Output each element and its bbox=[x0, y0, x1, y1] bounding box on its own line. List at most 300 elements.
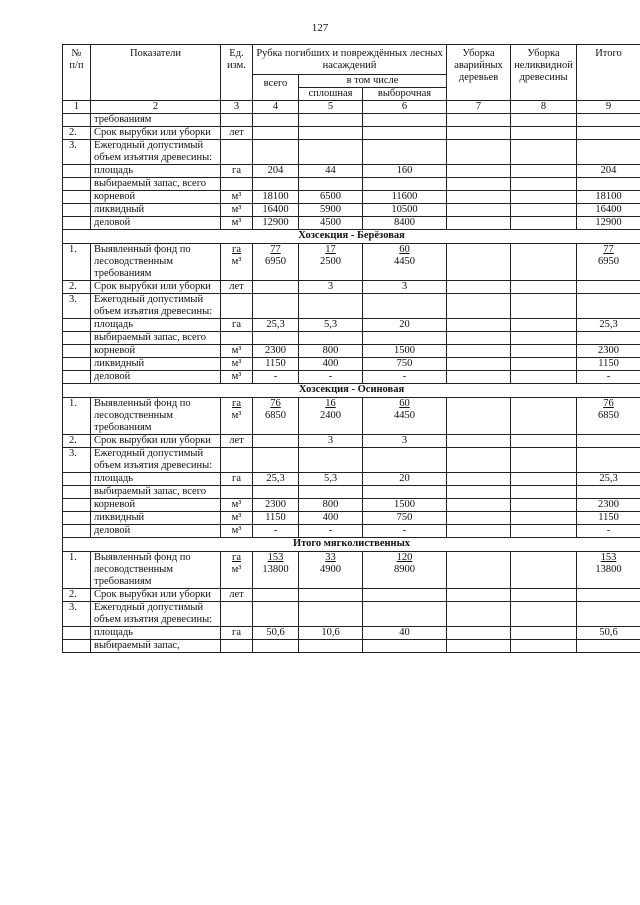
cell-itogo bbox=[577, 602, 640, 627]
row-label: площадь bbox=[91, 165, 221, 178]
row-unit: га bbox=[221, 627, 253, 640]
cell-clear-volume: 2400 bbox=[320, 410, 341, 421]
cell-clear bbox=[299, 602, 363, 627]
cell-clear bbox=[299, 294, 363, 319]
row-number bbox=[63, 371, 91, 384]
table-row bbox=[63, 589, 640, 602]
cell-total bbox=[253, 589, 299, 602]
row-label: Выявленный фонд по лесоводственным требованиям bbox=[91, 244, 221, 281]
cell-clear-area: 16 bbox=[325, 398, 336, 409]
row-unit bbox=[221, 640, 253, 653]
row-unit bbox=[221, 448, 253, 473]
row-unit: м³ bbox=[221, 525, 253, 538]
cell-itogo-volume: 6950 bbox=[598, 256, 620, 267]
cell-nonliquid bbox=[511, 473, 577, 486]
cell-emergency bbox=[447, 345, 511, 358]
cell-clear: 3 bbox=[299, 435, 363, 448]
row-label: Срок вырубки или уборки bbox=[91, 589, 221, 602]
cell-nonliquid bbox=[511, 602, 577, 627]
cell-itogo: 25,3 bbox=[577, 319, 640, 332]
row-number bbox=[63, 358, 91, 371]
cell-selective bbox=[363, 178, 447, 191]
row-label: выбираемый запас, всего bbox=[91, 332, 221, 345]
header-total: всего bbox=[253, 75, 299, 101]
cell-total: - bbox=[253, 371, 299, 384]
row-label: ликвидный bbox=[91, 512, 221, 525]
row-unit bbox=[221, 398, 253, 435]
cell-total bbox=[253, 178, 299, 191]
row-number bbox=[63, 319, 91, 332]
row-label: площадь bbox=[91, 627, 221, 640]
cell-nonliquid bbox=[511, 486, 577, 499]
cell-selective bbox=[363, 448, 447, 473]
cell-emergency bbox=[447, 358, 511, 371]
table-row bbox=[63, 140, 640, 165]
row-label: деловой bbox=[91, 371, 221, 384]
column-number: 4 bbox=[253, 101, 299, 114]
unit-volume: м³ bbox=[231, 564, 242, 575]
cell-total bbox=[253, 602, 299, 627]
row-unit bbox=[221, 602, 253, 627]
row-number bbox=[63, 499, 91, 512]
cell-clear: 400 bbox=[299, 358, 363, 371]
row-label: Выявленный фонд по лесоводственным требованиям bbox=[91, 552, 221, 589]
row-number: 2. bbox=[63, 589, 91, 602]
cell-selective bbox=[363, 640, 447, 653]
table-row bbox=[63, 602, 640, 627]
row-number: 2. bbox=[63, 127, 91, 140]
cell-total bbox=[253, 127, 299, 140]
cell-clear: 5900 bbox=[299, 204, 363, 217]
cell-total bbox=[253, 140, 299, 165]
unit-area: га bbox=[232, 244, 241, 255]
cell-nonliquid bbox=[511, 640, 577, 653]
cell-selective: 750 bbox=[363, 512, 447, 525]
cell-clear bbox=[299, 398, 363, 435]
row-label: выбираемый запас, bbox=[91, 640, 221, 653]
cell-selective: 8400 bbox=[363, 217, 447, 230]
cell-total-volume: 13800 bbox=[262, 564, 289, 575]
cell-nonliquid bbox=[511, 319, 577, 332]
row-number bbox=[63, 204, 91, 217]
row-unit: га bbox=[221, 319, 253, 332]
cell-nonliquid bbox=[511, 499, 577, 512]
unit-volume: м³ bbox=[231, 256, 242, 267]
table-row bbox=[63, 217, 640, 230]
row-label: Срок вырубки или уборки bbox=[91, 127, 221, 140]
row-unit bbox=[221, 294, 253, 319]
row-unit: га bbox=[221, 473, 253, 486]
column-number-row bbox=[63, 101, 640, 114]
cell-emergency bbox=[447, 398, 511, 435]
cell-clear bbox=[299, 640, 363, 653]
cell-nonliquid bbox=[511, 371, 577, 384]
header-incl: в том числе bbox=[299, 75, 447, 88]
row-number bbox=[63, 473, 91, 486]
cell-nonliquid bbox=[511, 398, 577, 435]
cell-selective bbox=[363, 114, 447, 127]
row-unit bbox=[221, 486, 253, 499]
table-row bbox=[63, 552, 640, 589]
row-label: Выявленный фонд по лесоводственным требованиям bbox=[91, 398, 221, 435]
row-label: Срок вырубки или уборки bbox=[91, 435, 221, 448]
cell-nonliquid bbox=[511, 140, 577, 165]
row-unit: м³ bbox=[221, 191, 253, 204]
cell-nonliquid bbox=[511, 191, 577, 204]
forest-data-table bbox=[62, 44, 640, 653]
table-row bbox=[63, 191, 640, 204]
cell-clear: 5,3 bbox=[299, 473, 363, 486]
cell-emergency bbox=[447, 552, 511, 589]
section-header-row bbox=[63, 384, 640, 398]
row-number bbox=[63, 525, 91, 538]
cell-emergency bbox=[447, 178, 511, 191]
cell-emergency bbox=[447, 114, 511, 127]
cell-clear bbox=[299, 140, 363, 165]
cell-selective-volume: 8900 bbox=[394, 564, 415, 575]
cell-emergency bbox=[447, 525, 511, 538]
row-number bbox=[63, 627, 91, 640]
cell-clear: 4500 bbox=[299, 217, 363, 230]
row-label: корневой bbox=[91, 345, 221, 358]
row-label: требованиям bbox=[91, 114, 221, 127]
row-label: Ежегодный допустимый объем изъятия древесины: bbox=[91, 294, 221, 319]
cell-selective bbox=[363, 294, 447, 319]
column-number: 8 bbox=[511, 101, 577, 114]
row-number: 3. bbox=[63, 140, 91, 165]
row-label: деловой bbox=[91, 525, 221, 538]
cell-total: 25,3 bbox=[253, 473, 299, 486]
column-number: 2 bbox=[91, 101, 221, 114]
cell-nonliquid bbox=[511, 114, 577, 127]
cell-clear: 6500 bbox=[299, 191, 363, 204]
cell-itogo: 1150 bbox=[577, 358, 640, 371]
table-row bbox=[63, 448, 640, 473]
header-indicator: Показатели bbox=[91, 45, 221, 101]
cell-clear: 5,3 bbox=[299, 319, 363, 332]
table-row bbox=[63, 640, 640, 653]
cell-total bbox=[253, 332, 299, 345]
section-title: Итого мягколиственных bbox=[63, 538, 640, 552]
row-unit: м³ bbox=[221, 371, 253, 384]
row-label: Ежегодный допустимый объем изъятия древесины: bbox=[91, 448, 221, 473]
row-unit bbox=[221, 244, 253, 281]
section-title: Хозсекция - Осиновая bbox=[63, 384, 640, 398]
cell-selective bbox=[363, 398, 447, 435]
table-row bbox=[63, 345, 640, 358]
cell-nonliquid bbox=[511, 294, 577, 319]
cell-itogo bbox=[577, 244, 640, 281]
row-label: корневой bbox=[91, 191, 221, 204]
cell-itogo bbox=[577, 640, 640, 653]
cell-selective bbox=[363, 486, 447, 499]
section-title: Хозсекция - Берёзовая bbox=[63, 230, 640, 244]
cell-emergency bbox=[447, 499, 511, 512]
table-row bbox=[63, 627, 640, 640]
header-itogo: Итого bbox=[577, 45, 640, 101]
cell-itogo bbox=[577, 486, 640, 499]
cell-nonliquid bbox=[511, 165, 577, 178]
row-number: 3. bbox=[63, 448, 91, 473]
cell-total-area: 77 bbox=[270, 244, 281, 255]
row-unit bbox=[221, 552, 253, 589]
header-clear: сплошная bbox=[299, 88, 363, 101]
cell-selective: 160 bbox=[363, 165, 447, 178]
cell-selective bbox=[363, 602, 447, 627]
cell-clear: 800 bbox=[299, 345, 363, 358]
cell-selective: 1500 bbox=[363, 345, 447, 358]
cell-itogo: 2300 bbox=[577, 499, 640, 512]
row-number bbox=[63, 165, 91, 178]
cell-clear: 44 bbox=[299, 165, 363, 178]
cell-itogo bbox=[577, 448, 640, 473]
cell-clear bbox=[299, 486, 363, 499]
cell-clear-area: 33 bbox=[325, 552, 336, 563]
cell-total: 204 bbox=[253, 165, 299, 178]
cell-selective bbox=[363, 127, 447, 140]
cell-nonliquid bbox=[511, 512, 577, 525]
cell-nonliquid bbox=[511, 332, 577, 345]
cell-selective-volume: 4450 bbox=[394, 256, 415, 267]
cell-total bbox=[253, 294, 299, 319]
row-number: 3. bbox=[63, 294, 91, 319]
row-label: корневой bbox=[91, 499, 221, 512]
cell-total bbox=[253, 435, 299, 448]
cell-itogo-volume: 6850 bbox=[598, 410, 620, 421]
cell-clear-volume: 2500 bbox=[320, 256, 341, 267]
cell-total bbox=[253, 244, 299, 281]
cell-selective-area: 60 bbox=[399, 398, 410, 409]
cell-total-volume: 6950 bbox=[265, 256, 286, 267]
cell-itogo: 25,3 bbox=[577, 473, 640, 486]
table-row bbox=[63, 114, 640, 127]
cell-total: 50,6 bbox=[253, 627, 299, 640]
cell-itogo bbox=[577, 127, 640, 140]
page-number: 127 bbox=[311, 22, 329, 34]
cell-total bbox=[253, 281, 299, 294]
table-row bbox=[63, 473, 640, 486]
cell-emergency bbox=[447, 627, 511, 640]
cell-itogo-area: 76 bbox=[603, 398, 614, 409]
cell-clear bbox=[299, 448, 363, 473]
cell-itogo: 16400 bbox=[577, 204, 640, 217]
row-number bbox=[63, 332, 91, 345]
table-row bbox=[63, 319, 640, 332]
row-number bbox=[63, 512, 91, 525]
table-row bbox=[63, 178, 640, 191]
cell-clear: 3 bbox=[299, 281, 363, 294]
row-unit: м³ bbox=[221, 512, 253, 525]
cell-nonliquid bbox=[511, 127, 577, 140]
cell-nonliquid bbox=[511, 435, 577, 448]
row-unit bbox=[221, 178, 253, 191]
cell-emergency bbox=[447, 473, 511, 486]
row-label: ликвидный bbox=[91, 204, 221, 217]
unit-area: га bbox=[232, 398, 241, 409]
cell-clear-volume: 4900 bbox=[320, 564, 341, 575]
cell-nonliquid bbox=[511, 345, 577, 358]
cell-selective bbox=[363, 140, 447, 165]
cell-total: 2300 bbox=[253, 345, 299, 358]
cell-clear: 400 bbox=[299, 512, 363, 525]
cell-clear bbox=[299, 178, 363, 191]
row-unit: м³ bbox=[221, 358, 253, 371]
cell-itogo bbox=[577, 435, 640, 448]
cell-selective: 20 bbox=[363, 473, 447, 486]
table-row bbox=[63, 512, 640, 525]
section-header-row bbox=[63, 230, 640, 244]
column-number: 7 bbox=[447, 101, 511, 114]
cell-selective bbox=[363, 244, 447, 281]
cell-total: - bbox=[253, 525, 299, 538]
row-number bbox=[63, 640, 91, 653]
cell-selective: - bbox=[363, 525, 447, 538]
cell-total: 1150 bbox=[253, 358, 299, 371]
cell-total-volume: 6850 bbox=[265, 410, 286, 421]
cell-emergency bbox=[447, 140, 511, 165]
cell-itogo-area: 77 bbox=[603, 244, 614, 255]
table-row bbox=[63, 435, 640, 448]
row-unit: лет bbox=[221, 589, 253, 602]
cell-selective: 40 bbox=[363, 627, 447, 640]
cell-itogo bbox=[577, 281, 640, 294]
cell-itogo bbox=[577, 589, 640, 602]
cell-total bbox=[253, 448, 299, 473]
header-num: № п/п bbox=[63, 45, 91, 101]
row-unit: лет bbox=[221, 435, 253, 448]
cell-emergency bbox=[447, 217, 511, 230]
cell-total: 16400 bbox=[253, 204, 299, 217]
row-unit bbox=[221, 140, 253, 165]
row-label: выбираемый запас, всего bbox=[91, 486, 221, 499]
cell-nonliquid bbox=[511, 552, 577, 589]
cell-emergency bbox=[447, 281, 511, 294]
cell-emergency bbox=[447, 371, 511, 384]
cell-emergency bbox=[447, 589, 511, 602]
row-label: Ежегодный допустимый объем изъятия древесины: bbox=[91, 140, 221, 165]
cell-selective bbox=[363, 552, 447, 589]
cell-itogo: 2300 bbox=[577, 345, 640, 358]
column-number: 3 bbox=[221, 101, 253, 114]
cell-nonliquid bbox=[511, 244, 577, 281]
cell-emergency bbox=[447, 332, 511, 345]
row-unit bbox=[221, 332, 253, 345]
row-label: площадь bbox=[91, 319, 221, 332]
cell-clear bbox=[299, 552, 363, 589]
cell-selective: 3 bbox=[363, 435, 447, 448]
row-label: Срок вырубки или уборки bbox=[91, 281, 221, 294]
cell-clear bbox=[299, 332, 363, 345]
table-row bbox=[63, 525, 640, 538]
table-row bbox=[63, 165, 640, 178]
cell-emergency bbox=[447, 512, 511, 525]
table-row bbox=[63, 371, 640, 384]
table-row bbox=[63, 358, 640, 371]
cell-nonliquid bbox=[511, 217, 577, 230]
cell-total-area: 153 bbox=[267, 552, 284, 563]
table-row bbox=[63, 398, 640, 435]
cell-itogo: 204 bbox=[577, 165, 640, 178]
cell-emergency bbox=[447, 602, 511, 627]
cell-selective-area: 60 bbox=[399, 244, 410, 255]
cell-itogo bbox=[577, 294, 640, 319]
cell-selective: - bbox=[363, 371, 447, 384]
cell-emergency bbox=[447, 319, 511, 332]
cell-clear bbox=[299, 589, 363, 602]
cell-itogo bbox=[577, 178, 640, 191]
cell-emergency bbox=[447, 191, 511, 204]
cell-selective-volume: 4450 bbox=[394, 410, 415, 421]
cell-selective: 3 bbox=[363, 281, 447, 294]
cell-nonliquid bbox=[511, 448, 577, 473]
cell-clear: 800 bbox=[299, 499, 363, 512]
cell-total bbox=[253, 640, 299, 653]
cell-itogo: 12900 bbox=[577, 217, 640, 230]
cell-emergency bbox=[447, 244, 511, 281]
header-selective: выборочная bbox=[363, 88, 447, 101]
row-unit: м³ bbox=[221, 345, 253, 358]
row-number: 1. bbox=[63, 244, 91, 281]
cell-clear: - bbox=[299, 371, 363, 384]
row-number bbox=[63, 114, 91, 127]
cell-nonliquid bbox=[511, 178, 577, 191]
row-number: 2. bbox=[63, 281, 91, 294]
column-number: 9 bbox=[577, 101, 640, 114]
table-row bbox=[63, 127, 640, 140]
cell-total: 18100 bbox=[253, 191, 299, 204]
header-logging: Рубка погибших и повреждённых лесных насаждений bbox=[253, 45, 447, 75]
cell-itogo: - bbox=[577, 525, 640, 538]
row-number bbox=[63, 486, 91, 499]
cell-itogo bbox=[577, 114, 640, 127]
row-unit: м³ bbox=[221, 217, 253, 230]
cell-emergency bbox=[447, 448, 511, 473]
row-label: ликвидный bbox=[91, 358, 221, 371]
row-unit: лет bbox=[221, 127, 253, 140]
cell-clear bbox=[299, 127, 363, 140]
row-number bbox=[63, 178, 91, 191]
cell-itogo-area: 153 bbox=[600, 552, 617, 563]
cell-clear: 10,6 bbox=[299, 627, 363, 640]
cell-nonliquid bbox=[511, 627, 577, 640]
cell-nonliquid bbox=[511, 589, 577, 602]
cell-total bbox=[253, 552, 299, 589]
row-number bbox=[63, 217, 91, 230]
cell-emergency bbox=[447, 204, 511, 217]
cell-nonliquid bbox=[511, 281, 577, 294]
cell-itogo-volume: 13800 bbox=[595, 564, 622, 575]
cell-emergency bbox=[447, 486, 511, 499]
cell-total: 2300 bbox=[253, 499, 299, 512]
cell-itogo: 50,6 bbox=[577, 627, 640, 640]
header-emergency: Уборка аварийных деревьев bbox=[447, 45, 511, 101]
column-number: 6 bbox=[363, 101, 447, 114]
row-number bbox=[63, 345, 91, 358]
cell-selective: 750 bbox=[363, 358, 447, 371]
cell-clear bbox=[299, 244, 363, 281]
row-label: площадь bbox=[91, 473, 221, 486]
cell-total: 1150 bbox=[253, 512, 299, 525]
table-row bbox=[63, 294, 640, 319]
row-number: 1. bbox=[63, 552, 91, 589]
cell-total bbox=[253, 486, 299, 499]
unit-volume: м³ bbox=[231, 410, 242, 421]
cell-emergency bbox=[447, 640, 511, 653]
cell-emergency bbox=[447, 435, 511, 448]
section-header-row bbox=[63, 538, 640, 552]
cell-nonliquid bbox=[511, 358, 577, 371]
row-unit: лет bbox=[221, 281, 253, 294]
